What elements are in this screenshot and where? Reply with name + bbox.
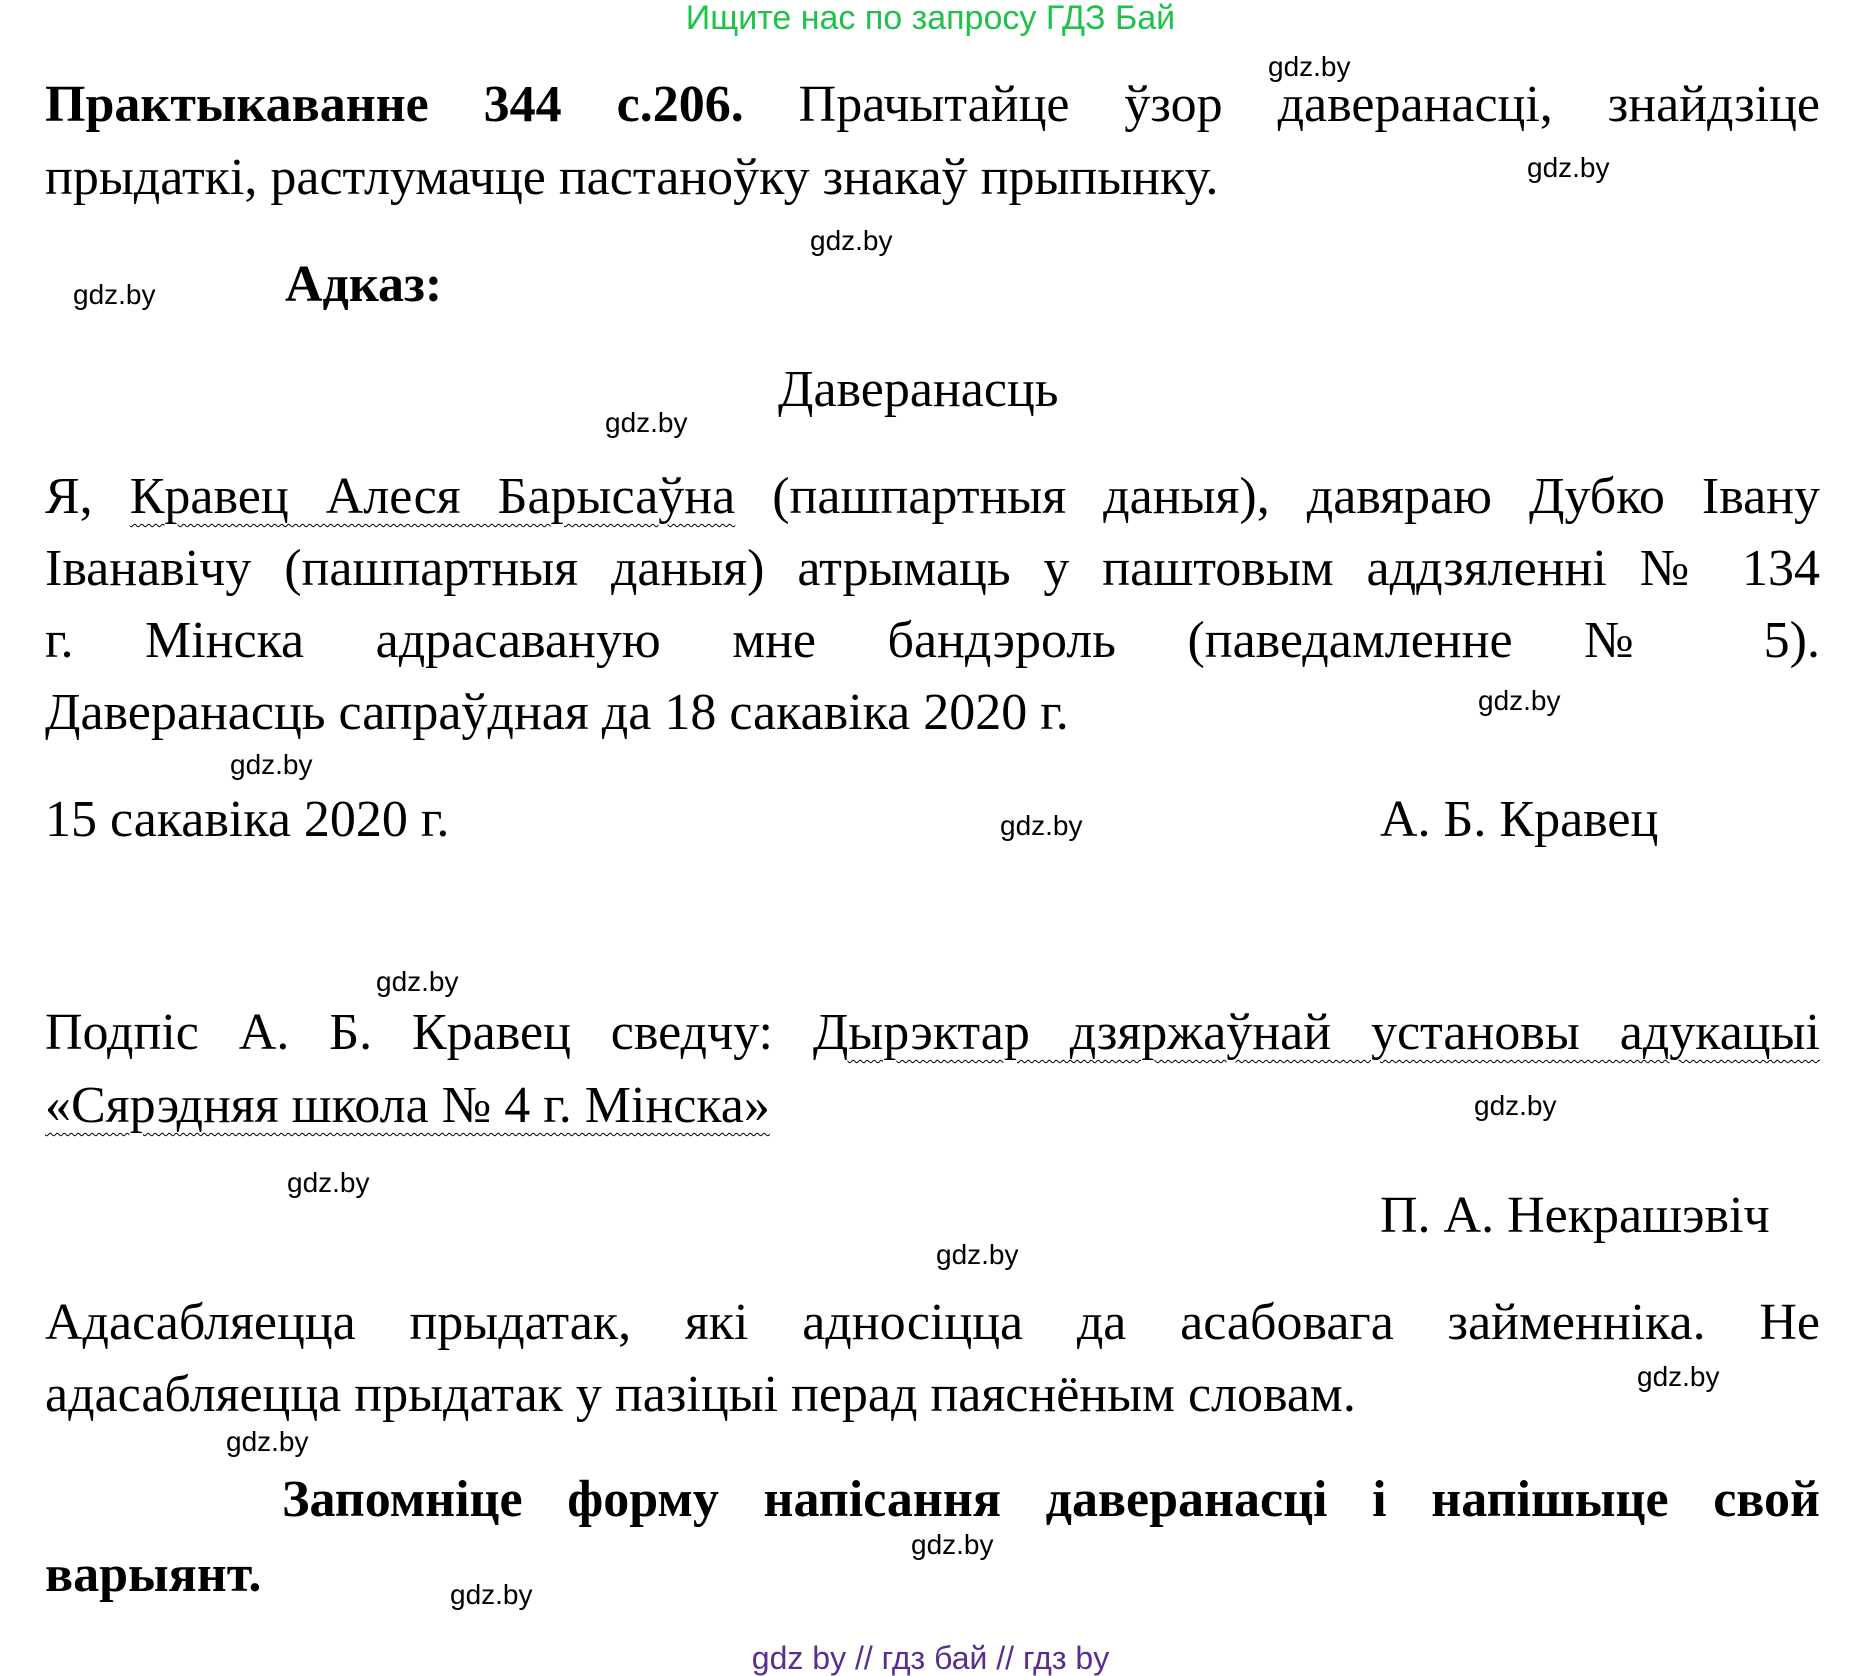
- doc-line-2: Іванавічу (пашпартныя даныя) атрымаць у паштовым аддзяленні № 134: [45, 540, 1820, 597]
- watermark: gdz.by: [226, 1426, 309, 1457]
- task-title: Практыкаванне 344 с.206.: [45, 76, 744, 133]
- doc-line-4: Даверанасць сапраўдная да 18 сакавіка 2020 г.: [45, 684, 1069, 741]
- witness-name: П. А. Некрашэвіч: [1380, 1187, 1770, 1244]
- doc-start: Я,: [45, 468, 130, 525]
- task-line-1: [45, 75, 1820, 135]
- top-banner: Ищите нас по запросу ГДЗ Бай: [685, 0, 1176, 37]
- explanation-line-2: адасабляецца прыдатак у пазіцыі перад паяснёным словам.: [45, 1366, 1356, 1423]
- watermark: gdz.by: [450, 1579, 533, 1610]
- witness-line-2: [45, 1076, 770, 1136]
- doc-signature: А. Б. Кравец: [1380, 791, 1659, 848]
- watermark: gdz.by: [1478, 685, 1561, 716]
- document-heading: Даверанасць: [778, 361, 1059, 418]
- doc-rest: (пашпартныя даныя), давяраю Дубко Івану: [735, 468, 1821, 525]
- explanation-line-1: Адасабляецца прыдатак, які адносіцца да асабовага займенніка. Не: [45, 1294, 1820, 1351]
- witness-line-1: [45, 1003, 1820, 1063]
- closing-task-line-1: Запомніце форму напісання даверанасці і напішыце свой: [282, 1471, 1820, 1528]
- doc-principal-name: Кравец Алеся Барысаўна: [129, 468, 736, 525]
- watermark: gdz.by: [1000, 810, 1083, 841]
- watermark: gdz.by: [73, 279, 156, 310]
- watermark: gdz.by: [605, 407, 688, 438]
- doc-line-3: г. Мінска адрасаваную мне бандэроль (паведамленне № 5).: [45, 612, 1820, 669]
- watermark: gdz.by: [376, 966, 459, 997]
- watermark: gdz.by: [1268, 51, 1351, 82]
- answer-label: Адказ:: [285, 256, 443, 313]
- watermark: gdz.by: [1474, 1090, 1557, 1121]
- doc-date: 15 сакавіка 2020 г.: [45, 791, 450, 848]
- watermark: gdz.by: [287, 1167, 370, 1198]
- witness-position-2: «Сярэдняя школа № 4 г. Мінска»: [45, 1077, 770, 1134]
- footer-links: gdz by // гдз бай // гдз by: [751, 1640, 1110, 1676]
- witness-position-1: Дырэктар дзяржаўнай установы адукацыі: [812, 1004, 1820, 1061]
- watermark: gdz.by: [911, 1529, 994, 1560]
- task-text-1: Прачытайце ўзор даверанасці, знайдзіце: [798, 76, 1821, 133]
- closing-task-line-2: варыянт.: [45, 1546, 262, 1603]
- watermark: gdz.by: [1527, 152, 1610, 183]
- watermark: gdz.by: [936, 1239, 1019, 1270]
- doc-line-1: [45, 467, 1820, 527]
- watermark: gdz.by: [1637, 1361, 1720, 1392]
- task-line-2: прыдаткі, растлумачце пастаноўку знакаў прыпынку.: [45, 149, 1219, 206]
- watermark: gdz.by: [810, 225, 893, 256]
- witness-start: Подпіс А. Б. Кравец сведчу:: [45, 1004, 813, 1061]
- watermark: gdz.by: [230, 749, 313, 780]
